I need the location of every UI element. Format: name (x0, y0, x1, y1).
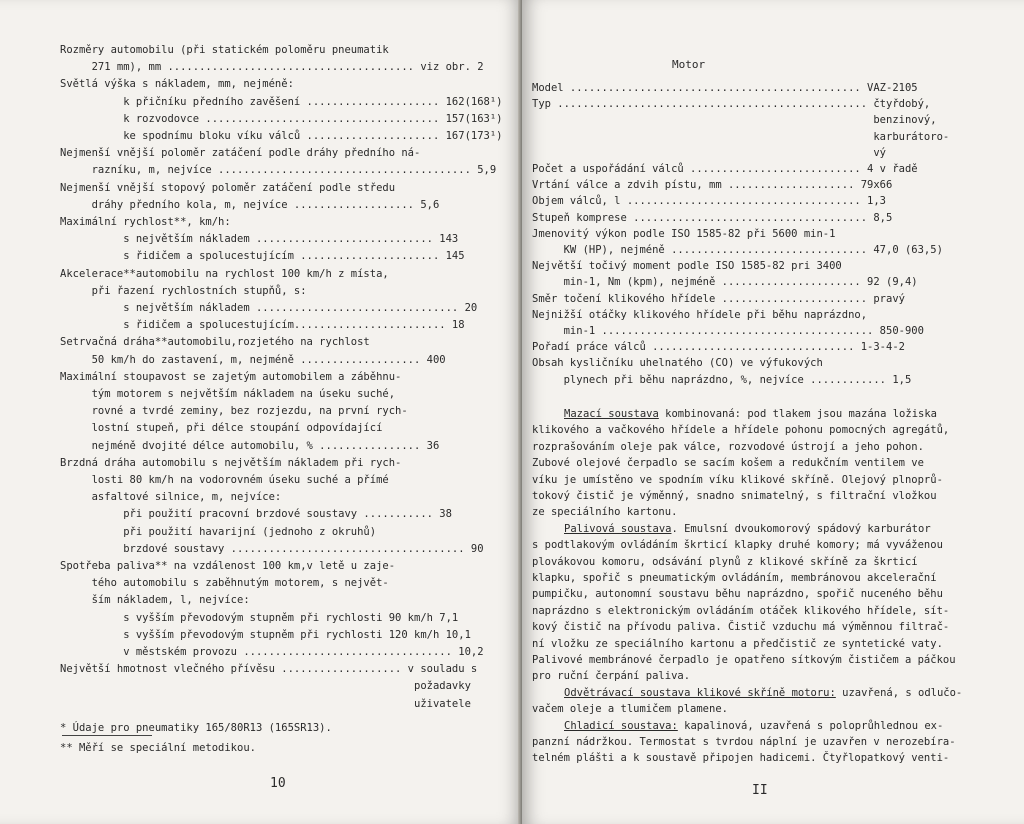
spec-line: losti 80 km/h na vodorovném úseku suché a přímé (60, 474, 389, 486)
spec-line: asfaltové silnice, m, nejvíce: (60, 491, 282, 504)
section-line: klikového a vačkového hřídele a hřídele pohonu pomocných agregátů, (532, 424, 950, 437)
section-line: s podtlakovým ovládáním škrticí klapky druhé komory; má vyváženou (532, 539, 943, 552)
spec-line: ším nákladem, l, nejvíce: (60, 594, 250, 607)
section-line: panzní nádržkou. Termostat s tvrdou náplní je uzavřen v nerozebíra- (532, 736, 956, 748)
section-line (564, 523, 931, 536)
spec-line: při použití pracovní brzdové soustavy ........... 38 (60, 508, 452, 521)
spec-line: s řidičem a spolucestujícím........................ 18 (60, 319, 465, 332)
section-line (564, 408, 937, 421)
page-number-left: 10 (270, 776, 286, 791)
spec-line: brzdové soustavy ..................................... 90 (60, 542, 484, 555)
motor-spec-line: Objem válců, l ..................................... 1,3 (532, 195, 887, 208)
spec-line: nejméně dvojité délce automobilu, % ................ 36 (60, 439, 440, 452)
motor-spec-line: Model .............................................. VAZ-2105 (532, 82, 918, 94)
section-line: Zubové olejové čerpadlo se sacím košem a redukčním ventilem ve (532, 457, 924, 470)
motor-spec-line: KW (HP), nejméně ............................... 47,0 (63,5) (532, 244, 943, 256)
section-title: Odvětrávací soustava klikové skříně motoru: (564, 686, 836, 699)
spec-line: s vyšším převodovým stupněm při rychlosti 120 km/h 10,1 (60, 628, 471, 641)
section-line (564, 687, 962, 700)
spec-line: při použití havarijní (jednoho z okruhů) (60, 525, 377, 538)
right-page (522, 0, 1024, 824)
spec-line: ke spodnímu bloku víku válců ..................... 167(173¹) (60, 130, 503, 142)
spec-line: lostní stupeň, při délce stoupání odpovídající (60, 422, 383, 435)
spec-line: Nejmenší vnější stopový poloměr zatáčení podle středu (60, 181, 396, 194)
section-text: uzavřená, s odlučo- (835, 686, 963, 699)
section-title: Palivová soustava (564, 522, 672, 535)
spec-line: Spotřeba paliva** na vzdálenost 100 km,v letě u zaje- (60, 560, 396, 572)
section-text: . Emulsní dvoukomorový spádový karburátor (671, 522, 931, 535)
page-number-right: II (752, 783, 768, 798)
spec-line: Světlá výška s nákladem, mm, nejméně: (60, 78, 294, 91)
section-line: vačem oleje a tlumičem plamene. (532, 703, 728, 716)
spec-line: 50 km/h do zastavení, m, nejméně ................... 400 (60, 353, 446, 366)
spec-line: rovné a tvrdé zeminy, bez rozjezdu, na první rych- (60, 405, 408, 418)
motor-spec-line: Nejnižší otáčky klikového hřídele při běhu naprázdno, (532, 308, 868, 321)
motor-spec-line: min-1 ........................................... 850-900 (532, 325, 924, 337)
section-line: naprázdno s elektronickým ovládáním otáček klikového hřídele, sít- (532, 604, 950, 617)
footnote-rule (62, 735, 152, 736)
section-line: rozprašováním oleje pak válce, rozvodové ústrojí a jeho pohon. (532, 440, 924, 453)
spec-line: Nejmenší vnější poloměr zatáčení podle dráhy předního ná- (60, 147, 421, 160)
motor-spec-line: Obsah kysličníku uhelnatého (CO) ve výfukových (532, 357, 823, 370)
motor-spec-line: Pořadí práce válců ................................ 1-3-4-2 (532, 341, 905, 354)
motor-spec-line: Počet a uspořádání válců ........................... 4 v řadě (532, 163, 918, 175)
motor-spec-line: Největší točivý moment podle ISO 1585-82 pri 3400 (532, 260, 842, 273)
motor-spec-line: Vrtání válce a zdvih pístu, mm .................... 79x66 (532, 179, 893, 192)
spec-line: s řidičem a spolucestujícím ...................... 145 (60, 250, 465, 263)
spec-line: k rozvodovce ..................................... 157(163¹) (60, 112, 503, 125)
section-title: Chladicí soustava: (564, 719, 678, 732)
section-line: tokový čistič je výměnný, snadno snimatelný, s filtrační vložkou (532, 490, 937, 502)
motor-spec-line: Jmenovitý výkon podle ISO 1585-82 při 5600 min-1 (532, 227, 836, 240)
spec-line: tým motorem s největším nákladem na úseku suché, (60, 388, 396, 400)
section-line: ze speciálního kartonu. (532, 506, 678, 519)
section-line: ní vložku ze speciálního kartonu a předčistič ze syntetické vaty. (532, 637, 943, 650)
spec-line: razníku, m, nejvíce ........................................ 5,9 (60, 164, 497, 177)
spec-line: k přičníku předního zavěšení ..................... 162(168¹) (60, 95, 503, 108)
spec-line: požadavky (60, 680, 471, 693)
motor-heading: Motor (672, 58, 706, 71)
footnote-1: * Údaje pro pneumatiky 165/80R13 (165SR13). (60, 722, 332, 734)
section-line: pumpičku, autonomní soustavu běhu naprázdno, spořič nuceného běhu (532, 588, 943, 601)
spec-line: Rozměry automobilu (při statickém poloměru pneumatik (60, 44, 389, 56)
spec-line: Největší hmotnost vlečného přívěsu ................... v souladu s (60, 663, 478, 676)
section-line: plovákovou komoru, odsávání plynů z klikové skříně za škrticí (532, 555, 918, 568)
spec-line: Akcelerace**automobilu na rychlost 100 km/h z místa, (60, 267, 389, 280)
spec-line: Maximální stoupavost se zajetým automobilem a záběhnu- (60, 370, 402, 383)
spec-line: 271 mm), mm ....................................... viz obr. 2 (60, 61, 484, 74)
spec-line: Setrvačná dráha**automobilu,rozjetého na rychlost (60, 336, 370, 349)
spec-line: Maximální rychlost**, km/h: (60, 216, 231, 228)
spec-line: tého automobilu s zaběhnutým motorem, s největ- (60, 577, 389, 590)
motor-spec-line: benzinový, (532, 114, 937, 127)
motor-spec-line: Směr točení klikového hřídele ....................... pravý (532, 292, 905, 305)
section-line: kový čistič na přívodu paliva. Čistič vzduchu má výměnnou filtrač- (532, 621, 950, 634)
section-line: pro ruční čerpání paliva. (532, 670, 691, 683)
section-line: telném plášti a k soustavě připojen hadicemi. Čtyřlopatkový venti- (532, 752, 950, 765)
motor-spec-line: Stupeň komprese ..................................... 8,5 (532, 211, 893, 224)
section-line: Palivové membránové čerpadlo je opatřeno sítkovým čističem a páčkou (532, 654, 956, 666)
motor-spec-line: vý (532, 146, 887, 159)
section-text: kapalinová, uzavřená s poloprůhlednou ex- (677, 719, 944, 732)
motor-spec-line: Typ ................................................. čtyřdobý, (532, 98, 931, 111)
motor-spec-line: karburátoro- (532, 130, 950, 143)
spec-line: s největším nákladem ............................ 143 (60, 233, 459, 246)
spec-line: Brzdná dráha automobilu s největším nákladem při rych- (60, 456, 402, 469)
spec-line: v městském provozu ................................. 10,2 (60, 646, 484, 658)
section-line (564, 720, 943, 733)
section-line: klapku, spořič s pneumatickým ovládáním, membránovou akcelerační (532, 572, 937, 584)
section-text: kombinovaná: pod tlakem jsou mazána ložiska (658, 408, 937, 420)
spec-line: dráhy předního kola, m, nejvíce ................... 5,6 (60, 198, 440, 211)
motor-spec-line: plynech při běhu naprázdno, %, nejvíce ............ 1,5 (532, 373, 912, 386)
section-line: víku je umístěno ve spodním víku klikové skříně. Olejový plnoprů- (532, 473, 943, 486)
spec-line: s největším nákladem ................................ 20 (60, 302, 478, 314)
spec-line: při řazení rychlostních stupňů, s: (60, 284, 307, 297)
footnote-2: ** Měří se speciální metodikou. (60, 742, 256, 754)
motor-spec-line: min-1, Nm (kpm), nejméně ...................... 92 (9,4) (532, 276, 918, 289)
spec-line: uživatele (60, 697, 471, 710)
spec-line: s vyšším převodovým stupněm při rychlosti 90 km/h 7,1 (60, 611, 459, 624)
section-title: Mazací soustava (564, 408, 659, 420)
